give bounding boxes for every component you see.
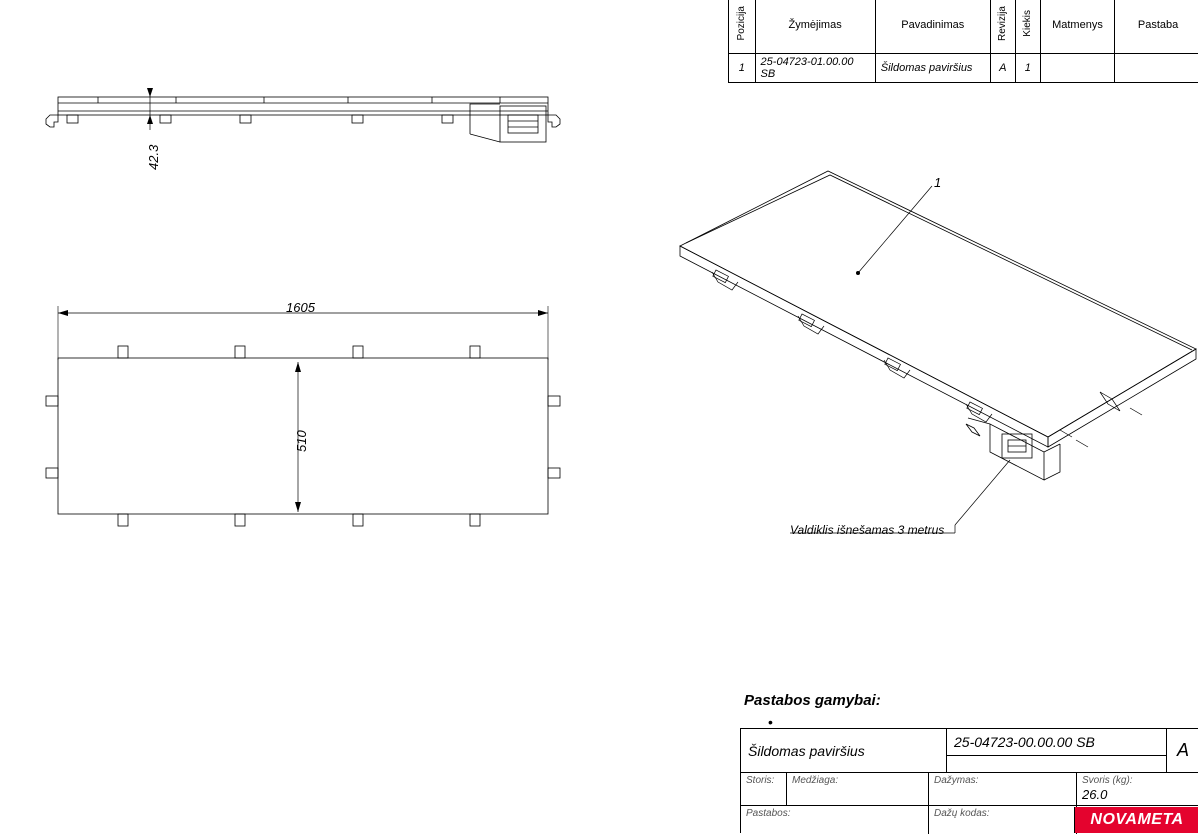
bom-cell-note xyxy=(1115,54,1198,83)
bom-header-quantity xyxy=(1015,0,1040,54)
title-block-row-primary xyxy=(741,729,1198,773)
bom-cell-position: 1 xyxy=(729,54,756,83)
bom-header-revision xyxy=(990,0,1015,54)
bom-cell-revision: A xyxy=(990,54,1015,83)
bom-header-position-label: Pozicija xyxy=(737,6,747,40)
manufacturing-notes-bullet: • xyxy=(768,714,773,730)
bom-cell-name: Šildomas paviršius xyxy=(875,54,990,83)
paint-code-label: Dažų kodas: xyxy=(934,808,1071,819)
manufacturing-notes-heading: Pastabos gamybai: xyxy=(744,692,881,709)
drawing-code-value: 25-04723-00.00.00 SB xyxy=(947,729,1166,756)
weight-label: Svoris (kg): xyxy=(1082,775,1193,786)
notes-label: Pastabos: xyxy=(746,808,923,819)
notes-field xyxy=(741,806,929,834)
weight-field xyxy=(1077,773,1198,805)
front-view-geometry xyxy=(46,88,560,142)
title-block xyxy=(740,728,1198,833)
company-logo: NOVAMETA xyxy=(1074,807,1198,833)
top-view-length-dimension: 1605 xyxy=(286,300,315,315)
thickness-field xyxy=(741,773,787,805)
bom-cell-designation: 25-04723-01.00.00 SB xyxy=(755,54,875,83)
bom-header-dimensions: Matmenys xyxy=(1040,0,1114,54)
revision-field: A xyxy=(1166,729,1198,773)
top-view-geometry xyxy=(46,306,560,526)
table-row xyxy=(729,54,1198,83)
drawing-code-spare xyxy=(947,756,1166,772)
bom-cell-quantity: 1 xyxy=(1015,54,1040,83)
coating-label: Dažymas: xyxy=(934,775,1071,786)
drawing-code-field xyxy=(947,729,1166,773)
bom-header-revision-label: Revizija xyxy=(998,6,1008,41)
bom-header-designation: Žymėjimas xyxy=(755,0,875,54)
material-field xyxy=(787,773,929,805)
part-name-field: Šildomas paviršius xyxy=(741,729,947,773)
bom-header-name: Pavadinimas xyxy=(875,0,990,54)
iso-controller-callout: Valdiklis išnešamas 3 metrus xyxy=(790,523,944,537)
bill-of-materials-table xyxy=(728,0,1198,83)
title-block-row-properties xyxy=(741,773,1198,806)
paint-code-field xyxy=(929,806,1077,834)
bom-header-quantity-label: Kiekis xyxy=(1023,10,1033,37)
title-block-row-notes xyxy=(741,806,1198,834)
material-label: Medžiaga: xyxy=(792,775,923,786)
bom-header-row xyxy=(729,0,1198,54)
iso-balloon-1: 1 xyxy=(934,175,941,190)
thickness-label: Storis: xyxy=(746,775,781,786)
top-view-width-dimension: 510 xyxy=(294,430,309,452)
coating-field xyxy=(929,773,1077,805)
front-view-thickness-dimension: 42.3 xyxy=(146,145,161,170)
bom-header-note: Pastaba xyxy=(1115,0,1198,54)
weight-value: 26.0 xyxy=(1082,787,1193,802)
bom-header-position xyxy=(729,0,756,54)
bom-cell-dimensions xyxy=(1040,54,1114,83)
iso-view-geometry xyxy=(680,171,1196,533)
